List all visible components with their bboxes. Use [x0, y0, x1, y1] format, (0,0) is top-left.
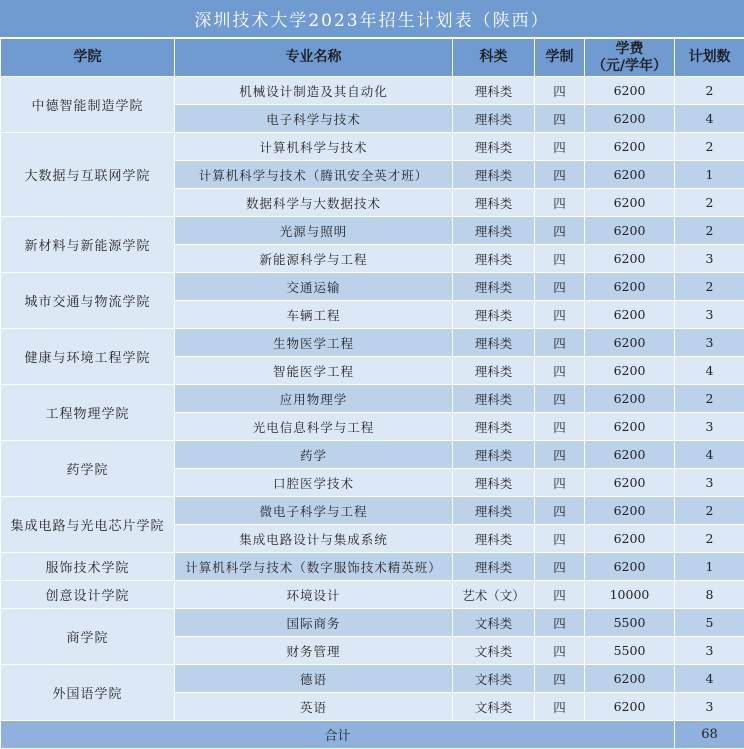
total-label: 合计: [1, 721, 675, 749]
plan-cell: 4: [675, 665, 744, 693]
table-row: [1, 273, 744, 301]
major-cell: 光电信息科学与工程: [175, 413, 453, 441]
category-cell: 理科类: [453, 385, 535, 413]
college-cell: 服饰技术学院: [1, 553, 175, 581]
plan-cell: 3: [675, 245, 744, 273]
duration-cell: 四: [535, 385, 585, 413]
major-cell: 光源与照明: [175, 217, 453, 245]
duration-cell: 四: [535, 189, 585, 217]
major-cell: 电子科学与技术: [175, 105, 453, 133]
duration-cell: 四: [535, 693, 585, 721]
college-cell: 药学院: [1, 441, 175, 497]
category-cell: 理科类: [453, 105, 535, 133]
college-cell: 大数据与互联网学院: [1, 133, 175, 217]
plan-cell: 2: [675, 385, 744, 413]
category-cell: 艺术（文）: [453, 581, 535, 609]
fee-cell: 6200: [585, 525, 675, 553]
college-cell: 城市交通与物流学院: [1, 273, 175, 329]
fee-cell: 6200: [585, 273, 675, 301]
major-cell: 口腔医学技术: [175, 469, 453, 497]
table-row: [1, 441, 744, 469]
fee-cell: 6200: [585, 385, 675, 413]
header-row: [1, 39, 744, 77]
plan-cell: 2: [675, 217, 744, 245]
fee-cell: 6200: [585, 413, 675, 441]
duration-cell: 四: [535, 77, 585, 105]
duration-cell: 四: [535, 497, 585, 525]
fee-cell: 6200: [585, 161, 675, 189]
major-cell: 环境设计: [175, 581, 453, 609]
fee-cell: 6200: [585, 77, 675, 105]
category-cell: 理科类: [453, 469, 535, 497]
plan-cell: 3: [675, 637, 744, 665]
duration-cell: 四: [535, 245, 585, 273]
table-row: [1, 77, 744, 105]
category-cell: 文科类: [453, 637, 535, 665]
duration-cell: 四: [535, 413, 585, 441]
duration-cell: 四: [535, 665, 585, 693]
table-row: [1, 497, 744, 525]
table-row: [1, 665, 744, 693]
major-cell: 德语: [175, 665, 453, 693]
college-cell: 集成电路与光电芯片学院: [1, 497, 175, 553]
category-cell: 理科类: [453, 553, 535, 581]
category-cell: 理科类: [453, 217, 535, 245]
major-cell: 计算机科学与技术: [175, 133, 453, 161]
duration-cell: 四: [535, 301, 585, 329]
plan-cell: 2: [675, 189, 744, 217]
fee-cell: 6200: [585, 217, 675, 245]
fee-cell: 6200: [585, 469, 675, 497]
table-row: [1, 385, 744, 413]
plan-cell: 3: [675, 301, 744, 329]
major-cell: 智能医学工程: [175, 357, 453, 385]
plan-cell: 3: [675, 413, 744, 441]
duration-cell: 四: [535, 273, 585, 301]
plan-cell: 5: [675, 609, 744, 637]
fee-cell: 6200: [585, 553, 675, 581]
fee-cell: 6200: [585, 105, 675, 133]
total-row: [1, 721, 744, 749]
major-cell: 国际商务: [175, 609, 453, 637]
header-fee-line2: （元/学年）: [585, 58, 674, 75]
header-plan: 计划数: [675, 39, 744, 77]
table-title: 深圳技术大学2023年招生计划表（陕西）: [0, 0, 744, 38]
plan-cell: 2: [675, 77, 744, 105]
header-fee: [585, 39, 675, 77]
major-cell: 计算机科学与技术（数字服饰技术精英班）: [175, 553, 453, 581]
major-cell: 新能源科学与工程: [175, 245, 453, 273]
table-row: [1, 553, 744, 581]
duration-cell: 四: [535, 525, 585, 553]
plan-cell: 2: [675, 133, 744, 161]
header-college: 学院: [1, 39, 175, 77]
fee-cell: 6200: [585, 357, 675, 385]
fee-cell: 6200: [585, 665, 675, 693]
enrollment-plan-table: [0, 38, 744, 749]
table-row: [1, 133, 744, 161]
plan-cell: 3: [675, 693, 744, 721]
header-major: 专业名称: [175, 39, 453, 77]
table-body: [1, 77, 744, 721]
category-cell: 理科类: [453, 497, 535, 525]
plan-cell: 2: [675, 525, 744, 553]
fee-cell: 5500: [585, 637, 675, 665]
duration-cell: 四: [535, 329, 585, 357]
table-row: [1, 609, 744, 637]
major-cell: 应用物理学: [175, 385, 453, 413]
fee-cell: 6200: [585, 497, 675, 525]
category-cell: 文科类: [453, 609, 535, 637]
college-cell: 健康与环境工程学院: [1, 329, 175, 385]
plan-cell: 3: [675, 329, 744, 357]
duration-cell: 四: [535, 133, 585, 161]
fee-cell: 6200: [585, 301, 675, 329]
plan-cell: 1: [675, 161, 744, 189]
fee-cell: 6200: [585, 441, 675, 469]
college-cell: 工程物理学院: [1, 385, 175, 441]
duration-cell: 四: [535, 469, 585, 497]
major-cell: 生物医学工程: [175, 329, 453, 357]
major-cell: 计算机科学与技术（腾讯安全英才班）: [175, 161, 453, 189]
duration-cell: 四: [535, 441, 585, 469]
plan-cell: 2: [675, 497, 744, 525]
category-cell: 理科类: [453, 357, 535, 385]
major-cell: 英语: [175, 693, 453, 721]
plan-cell: 4: [675, 441, 744, 469]
plan-cell: 8: [675, 581, 744, 609]
fee-cell: 10000: [585, 581, 675, 609]
duration-cell: 四: [535, 161, 585, 189]
category-cell: 理科类: [453, 245, 535, 273]
duration-cell: 四: [535, 637, 585, 665]
fee-cell: 6200: [585, 693, 675, 721]
duration-cell: 四: [535, 357, 585, 385]
table-row: [1, 329, 744, 357]
fee-cell: 6200: [585, 245, 675, 273]
table-row: [1, 581, 744, 609]
college-cell: 新材料与新能源学院: [1, 217, 175, 273]
duration-cell: 四: [535, 609, 585, 637]
category-cell: 文科类: [453, 693, 535, 721]
category-cell: 理科类: [453, 329, 535, 357]
major-cell: 财务管理: [175, 637, 453, 665]
major-cell: 机械设计制造及其自动化: [175, 77, 453, 105]
college-cell: 商学院: [1, 609, 175, 665]
category-cell: 理科类: [453, 161, 535, 189]
major-cell: 车辆工程: [175, 301, 453, 329]
table-row: [1, 217, 744, 245]
category-cell: 理科类: [453, 133, 535, 161]
category-cell: 理科类: [453, 77, 535, 105]
duration-cell: 四: [535, 581, 585, 609]
category-cell: 理科类: [453, 273, 535, 301]
total-plan: 68: [675, 721, 744, 749]
category-cell: 理科类: [453, 525, 535, 553]
major-cell: 药学: [175, 441, 453, 469]
header-category: 科类: [453, 39, 535, 77]
category-cell: 理科类: [453, 189, 535, 217]
duration-cell: 四: [535, 553, 585, 581]
major-cell: 微电子科学与工程: [175, 497, 453, 525]
category-cell: 文科类: [453, 665, 535, 693]
category-cell: 理科类: [453, 413, 535, 441]
plan-cell: 1: [675, 553, 744, 581]
fee-cell: 6200: [585, 189, 675, 217]
college-cell: 中德智能制造学院: [1, 77, 175, 133]
category-cell: 理科类: [453, 301, 535, 329]
college-cell: 创意设计学院: [1, 581, 175, 609]
duration-cell: 四: [535, 105, 585, 133]
category-cell: 理科类: [453, 441, 535, 469]
header-duration: 学制: [535, 39, 585, 77]
plan-cell: 2: [675, 273, 744, 301]
major-cell: 数据科学与大数据技术: [175, 189, 453, 217]
fee-cell: 5500: [585, 609, 675, 637]
major-cell: 交通运输: [175, 273, 453, 301]
plan-cell: 3: [675, 469, 744, 497]
plan-cell: 4: [675, 357, 744, 385]
major-cell: 集成电路设计与集成系统: [175, 525, 453, 553]
fee-cell: 6200: [585, 329, 675, 357]
duration-cell: 四: [535, 217, 585, 245]
college-cell: 外国语学院: [1, 665, 175, 721]
header-fee-line1: 学费: [585, 41, 674, 58]
fee-cell: 6200: [585, 133, 675, 161]
plan-cell: 4: [675, 105, 744, 133]
